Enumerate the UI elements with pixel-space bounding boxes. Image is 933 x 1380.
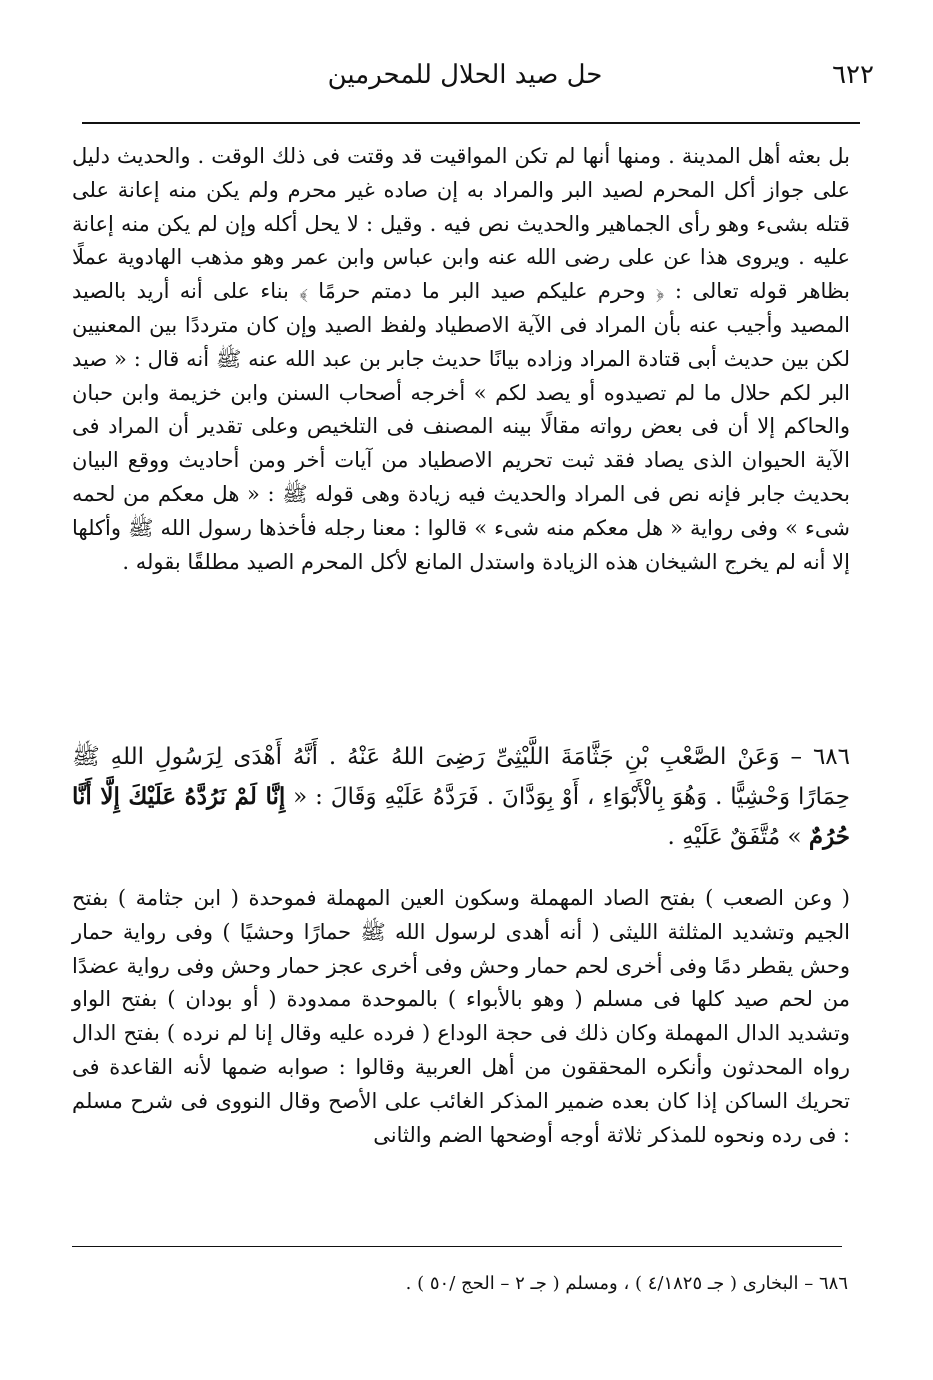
commentary-paragraph-1: بل بعثه أهل المدينة . ومنها أنها لم تكن المواقيت قد وقتت فى ذلك الوقت . والحديث دليل على جواز أكل المحرم لصيد البر والمراد به إن صاده غير محرم ولم يكن منه إعانة على قتله بشىء وهو رأى الجماهير والحديث نص فيه . وقيل : لا يحل أكله وإن لم يكن منه إعانة عليه . ويروى هذا عن على رضى الله عنه وابن عباس وابن عمر وهو مذهب الهادوية عملًا بظاهر قوله تعالى : ﴿ وحرم عليكم صيد البر ما دمتم حرمًا ﴾ بناء على أنه أريد بالصيد المصيد وأجيب عنه بأن المراد فى الآية الاصطياد ولفظ الصيد وإن كان مترددًا بين المعنيين لكن بين حديث أبى قتادة المراد وزاده بيانًا حديث جابر بن عبد الله عنه ﷺ أنه قال : « صيد البر لكم حلال ما لم تصيدوه أو يصد لكم » أخرجه أصحاب السنن وابن خزيمة وابن حبان والحاكم إلا أن فى بعض رواته مقالًا بينه المصنف فى التلخيص وعلى تقدير أن المراد فى الآية الحيوان الذى يصاد فقد ثبت تحريم الاصطياد من آيات أخر ومن أحاديث ووقع البيان بحديث جابر فإنه نص فى المراد والحديث فيه زيادة وهى قوله ﷺ : « هل معكم من لحمه شىء » وفى رواية « هل معكم منه شىء » قالوا : معنا رجله فأخذها رسول الله ﷺ وأكلها إلا أنه لم يخرج الشيخان هذه الزيادة واستدل المانع لأكل المحرم الصيد مطلقًا بقوله . [72,144,850,574]
page-number: ٦٢٢ [832,60,874,90]
header-rule [82,122,860,124]
hadith-quote-bold: إِنَّا لَمْ نَرُدَّهُ عَلَيْكَ إِلَّا أَنَّا حُرُمٌ [72,783,850,850]
hadith-source: » مُتَّفَقٌ عَلَيْهِ . [667,824,802,850]
running-title: حل صيد الحلال للمحرمين [327,60,603,90]
hadith-686 [72,738,850,857]
footnote-rule [72,1246,842,1247]
footnote: ٦٨٦ – البخارى ( جـ ٤/١٨٢٥ ) ، ومسلم ( جـ ٢ – الحج /٥٠ ) . [405,1273,848,1294]
commentary-paragraph-2: ( وعن الصعب ) بفتح الصاد المهملة وسكون العين المهملة فموحدة ( ابن جثامة ) بفتح الجيم وتشديد المثلثة الليثى ( أنه أهدى لرسول الله ﷺ حمارًا وحشيًا ) وفى رواية حمار وحش يقطر دمًا وفى أخرى لحم حمار وحش وفى أخرى عجز حمار وحش وفى رواية عضدًا من لحم صيد كلها فى مسلم ( وهو بالأبواء ) بالموحدة ممدودة ( أو بودان ) بفتح الواو وتشديد الدال المهملة وكان ذلك فى حجة الوداع ( فرده عليه وقال إنا لم نرده ) بفتح الدال رواه المحدثون وأنكره المحققون من أهل العربية وقالوا : صوابه ضمها لأنه القاعدة فى تحريك الساكن إذا كان بعده ضمير المذكر الغائب على الأصح وقال النووى فى شرح مسلم : فى رده ونحوه للمذكر ثلاثة أوجه أوضحها الضم والثانى [72,886,850,1147]
hadith-text: ٦٨٦ – وَعَنْ الصَّعْبِ بْنِ جَثَّامَةَ اللَّيْثِىِّ رَضِىَ اللهُ عَنْهُ . أَنَّهُ أَهْدَى لِرَسُولِ اللهِ ﷺ حِمَارًا وَحْشِيًّا . وَهُوَ بِالْأَبْوَاءِ ، أَوْ بِوَدَّانَ . فَرَدَّهُ عَلَيْهِ وَقَالَ : « [72,744,850,810]
